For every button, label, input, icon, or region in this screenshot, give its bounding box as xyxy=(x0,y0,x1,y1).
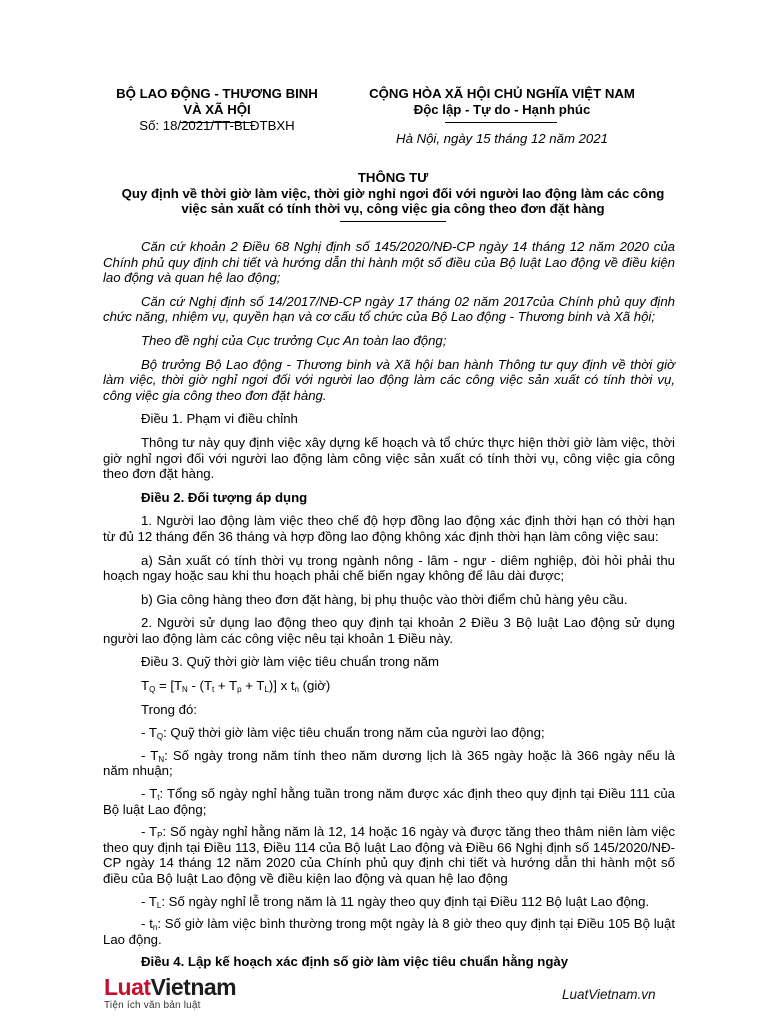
document-type: THÔNG TƯ xyxy=(357,170,429,185)
proposal-line: Theo đề nghị của Cục trưởng Cục An toàn lao động; xyxy=(141,332,447,348)
nation-name: CỘNG HÒA XÃ HỘI CHỦ NGHĨA VIỆT NAM xyxy=(369,86,635,101)
definition-tn: - $T_N$: Số ngày trong năm tính theo năm dương lịch là 365 ngày hoặc là 366 ngày nếu là năm nhuận; xyxy=(103,747,676,779)
article-1-text: Thông tư này quy định việc xây dựng kế hoạch và tổ chức thực hiện thời giờ làm việc, thời giờ nghỉ ngơi đối với người lao động làm công việc sản xuất có tính thời vụ, công việc gia công theo đơn đặt hàng. xyxy=(103,434,675,482)
motto-underline xyxy=(445,122,557,123)
definition-tp: - $T_P$: Số ngày nghỉ hằng năm là 12, 14 hoặc 16 ngày và được tăng theo thâm niên làm việc theo quy định tại Điều 113, Điều 114 của Bộ luật Lao động và Điều 66 Nghị định số 145/2020/NĐ-CP ngày 14 tháng 12 năm 2020 của Chính phủ quy định chi tiết và hướng dẫn thi hành một số điều của Bộ luật Lao động về điều kiện lao động và quan hệ lao động xyxy=(103,824,675,886)
legal-basis-2: Căn cứ Nghị định số 14/2017/NĐ-CP ngày 17 tháng 02 năm 2017của Chính phủ quy định chức năng, nhiệm vụ, quyền hạn và cơ cấu tổ chức của Bộ Lao động - Thương binh và Xã hội; xyxy=(103,293,675,325)
document-title xyxy=(112,170,674,222)
ministry-name-line2: VÀ XÃ HỘI xyxy=(183,101,251,117)
document-subject: Quy định về thời giờ làm việc, thời giờ nghỉ ngơi đối với người lao động làm các công việc sản xuất có tính thời vụ, công việc gia công theo đơn đặt hàng xyxy=(121,185,665,217)
document-number: Số: 18/2021/TT-BLĐTBXH xyxy=(139,118,295,133)
site-link[interactable]: LuatVietnam.vn xyxy=(562,987,656,1002)
issue-date: Hà Nội, ngày 15 tháng 12 năm 2021 xyxy=(396,131,608,147)
document-body xyxy=(103,239,675,978)
article-2-heading: Điều 2. Đối tượng áp dụng xyxy=(141,489,308,505)
article-4-heading: Điều 4. Lập kế hoạch xác định số giờ làm việc tiêu chuẩn hằng ngày xyxy=(141,954,569,970)
formula: $T_Q = [T_N - (T_t + T_p + T_L)]$ x $t_n$ (giờ) xyxy=(141,678,331,695)
logo-vietnam-text: Vietnam xyxy=(150,974,237,1000)
article-2-clause-2: 2. Người sử dụng lao động theo quy định tại khoản 2 Điều 3 Bộ luật Lao động sử dụng người lao động làm các công việc nêu tại khoản 1 Điều này. xyxy=(103,615,675,646)
article-2-clause-1: 1. Người lao động làm việc theo chế độ hợp đồng lao động xác định thời hạn có thời hạn từ đủ 12 tháng đến 36 tháng và hợp đồng lao động không xác định thời hạn làm công việc sau: xyxy=(103,513,675,544)
ministry-name-line1: BỘ LAO ĐỘNG - THƯƠNG BINH xyxy=(116,86,318,101)
logo-tagline: Tiện ích văn bản luật xyxy=(104,1000,201,1011)
definition-tn-hours: - $t_n$: Số giờ làm việc bình thường trong một ngày là 8 giờ theo quy định tại Điều 105 Bộ luật Lao động. xyxy=(103,916,675,947)
article-3-heading: Điều 3. Quỹ thời giờ làm việc tiêu chuẩn trong năm xyxy=(141,654,440,670)
article-2-point-a: a) Sản xuất có tính thời vụ trong ngành nông - lâm - ngư - diêm nghiệp, đòi hỏi phải thu hoạch ngay hoặc sau khi thu hoạch phải chế biến ngay không để lâu dài được; xyxy=(103,552,675,584)
luatvietnam-logo[interactable] xyxy=(104,975,236,1011)
motto: Độc lập - Tự do - Hạnh phúc xyxy=(413,101,591,117)
national-motto xyxy=(352,86,652,147)
article-1-heading: Điều 1. Phạm vi điều chỉnh xyxy=(141,411,298,427)
legal-basis-1: Căn cứ khoản 2 Điều 68 Nghị định số 145/2020/NĐ-CP ngày 14 tháng 12 năm 2020 của Chính phủ quy định chi tiết và hướng dẫn thi hành một số điều của Bộ luật Lao động về điều kiện lao động và quan hệ lao động; xyxy=(103,239,675,286)
definition-tq: - $T_Q$: Quỹ thời giờ làm việc tiêu chuẩn trong năm của người lao động; xyxy=(141,725,545,742)
where-label: Trong đó: xyxy=(141,701,197,717)
title-underline xyxy=(340,221,446,222)
definition-tl: - $T_L$: Số ngày nghỉ lễ trong năm là 11 ngày theo quy định tại Điều 112 Bộ luật Lao động. xyxy=(141,893,650,910)
logo-luat-text: Luat xyxy=(104,974,151,1000)
article-2-point-b: b) Gia công hàng theo đơn đặt hàng, bị phụ thuộc vào thời điểm chủ hàng yêu cầu. xyxy=(141,591,628,607)
document-header xyxy=(112,86,674,146)
promulgation-line: Bộ trưởng Bộ Lao động - Thương binh và Xã hội ban hành Thông tư quy định về thời giờ làm việc, thời giờ nghỉ ngơi đối với người lao động làm các công việc sản xuất có tính thời vụ, công việc gia công theo đơn đặt hàng. xyxy=(103,356,675,403)
issuing-authority xyxy=(112,86,322,133)
definition-tt: - $T_t$: Tổng số ngày nghỉ hằng tuần trong năm được xác định theo quy định tại Điều 111 của Bộ luật Lao động; xyxy=(103,786,676,817)
